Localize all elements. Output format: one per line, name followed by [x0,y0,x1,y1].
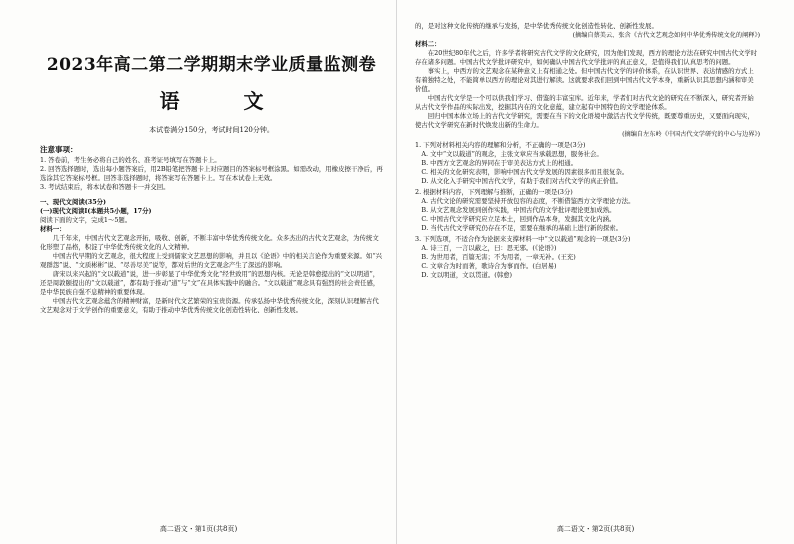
question-stem: 1. 下列对材料相关内容的理解和分析，不正确的一项是(3分) [415,141,586,149]
notice-heading: 注意事项： [40,145,78,154]
passage-paragraph: 事实上，中西方的文艺观念在某种意义上有相通之处。但中国古代文学的评价体系，在认识世界、表达情感的方式上有着独特之处，不能简单以西方的理论对其进行解读。这就要求我们回到中国古代文学本身，重新认识其思想内涵和审美价值。 [415,67,754,93]
passage-paragraph: 几千年来，中国古代文艺观念开拓，吸收、创新，不断丰富中华优秀传统文化。众多杰出的古代文艺观念，为传统文化形塑了品格，积淀了中华优秀传统文化的人文精神。 [40,234,379,251]
question-stem: 3. 下列选项，不适合作为论据来支撑材料一中“文以载道”观念的一项是(3分) [415,235,631,243]
question-option: B. 为世用者，百篇无害；不为用者，一章无补。(王充) [421,253,576,261]
passage-paragraph: 中国古代文艺观念蕴含的精神财富，是新时代文艺繁荣的宝贵资源。传承弘扬中华优秀传统文化，深刻认识理解古代文艺观念对于文学创作的重要意义，有助于推动中华优秀传统文化创造性转化、创新性发展。 [40,297,379,314]
question-stem: 2. 根据材料内容，下列理解与推断，正确的一项是(3分) [415,188,573,196]
subject-title: 语 文 [159,89,286,113]
score-note: 本试卷满分150分，考试时间120分钟。 [149,126,274,134]
question-option: C. 文章合为时而著，歌诗合为事而作。(白居易) [421,262,557,270]
question-option: A. 古代文论的研究需要坚持开放包容的态度，不断借鉴西方文学理论方法。 [421,197,635,205]
passage-paragraph: 中国古代文学是一个可以供我们学习、借鉴的丰富宝库。近年来，学者们对古代文论的研究在不断深入，研究者开始从古代文学作品的实际出发，挖掘其内在的文化意蕴，建立起有中国特色的文学理论体系。 [415,94,754,111]
question-option: B. 中西方文艺观念的异同在于审美表达方式上的相通。 [421,159,578,167]
passage-paragraph: 回归中国本体立场上的古代文学研究，需要在当下的文化语境中激活古代文学传统，既要尊重历史，又要面向现实，使古代文学研究在新时代焕发出新的生命力。 [415,112,754,129]
material-label: 材料二： [415,40,441,48]
reading-instruction: 阅读下面的文字，完成1～5题。 [40,216,132,224]
source-citation: (摘编自蔡美云、张含《古代文艺观念如何中华优秀传统文化的阐释》) [572,32,760,39]
page-footer: 高二语文・第2页(共8页) [556,525,635,533]
question-option: D. 当代古代文学研究仍存在不足，需要在继承的基础上进行新的探索。 [421,224,623,232]
notice-item: 2. 回答选择题时，选出每小题答案后，用2B铅笔把答题卡上对应题目的答案标号框涂黑。如需改动，用橡皮擦干净后，再选涂其它答案标号框。回答非选择题时，将答案写在答题卡上。写在本试卷上无效。 [40,165,383,182]
page-footer: 高二语文・第1页(共8页) [159,525,238,533]
section-heading: 一、现代文阅读(35分) [40,198,107,206]
question-option: C. 中国古代文学研究应立足本土，回到作品本身，发掘其文化内涵。 [421,215,616,223]
notice-item: 3. 考试结束后，将本试卷和答题卡一并交回。 [40,183,170,191]
passage-continuation: 的，是对这种文化传统的继承与发扬，是中华优秀传统文化创造性转化、创新性发展。 [415,22,658,30]
material-label: 材料一： [40,225,66,233]
question-option: B. 从文艺观念发展到创作实践，中国古代的文学批评理论更加成熟。 [421,206,616,214]
exam-title: 2023年高二第二学期期末学业质量监测卷 [46,55,377,75]
notice-item: 1. 答卷前，考生务必将自己的姓名、准考证号填写在答题卡上。 [40,156,221,164]
question-option: A. 诗三百，一言以蔽之，曰：思无邪。(《论语》) [421,244,557,252]
question-option: D. 文以明道，文以贯道。(韩愈) [421,271,513,279]
exam-page-2 [397,0,794,544]
passage-paragraph: 在20世纪80年代之后，许多学者将研究古代文学的文化研究，因为他们发现，西方的理论方法在研究中国古代文学时存在诸多问题。中国古代文学批评研究中，如何确认中国古代文学批评的真正意义，是值得我们认真思考的问题。 [415,49,758,66]
source-citation: (摘编自左东岭《中国古代文学研究的中心与边界》) [622,131,760,138]
question-option: D. 从文化入手研究中国古代文学，有助于我们对古代文学的真正价值。 [421,177,623,185]
passage-paragraph: 中国古代早期的文艺观念，很大程度上受到儒家文艺思想的影响，并且以《论语》中的相关言论作为重要来源。如“兴观群怨”说、“文质彬彬”说、“尽善尽美”说等，都对后世的文艺观念产生了深远的影响。 [40,252,382,269]
question-option: A. 文中“文以载道”的观念，主张文章应当承载思想，服务社会。 [421,150,603,158]
passage-paragraph: 唐宋以来兴起的“文以载道”说，进一步彰显了中华优秀文化“经世致用”的思想内核。无论是韩愈提出的“文以明道”，还是周敦颐提出的“文以载道”，都有助于推动“道”与“文”在具体实践中的融合。“文以载道”观念具有强烈的社会责任感，是中华民族自强不息精神的重要体现。 [40,270,380,296]
subsection-heading: (一)现代文阅读Ⅰ(本题共5小题，17分) [40,207,152,215]
question-option: C. 相关的文化研究表明，影响中国古代文学发展的因素很多而且很复杂。 [421,168,629,176]
